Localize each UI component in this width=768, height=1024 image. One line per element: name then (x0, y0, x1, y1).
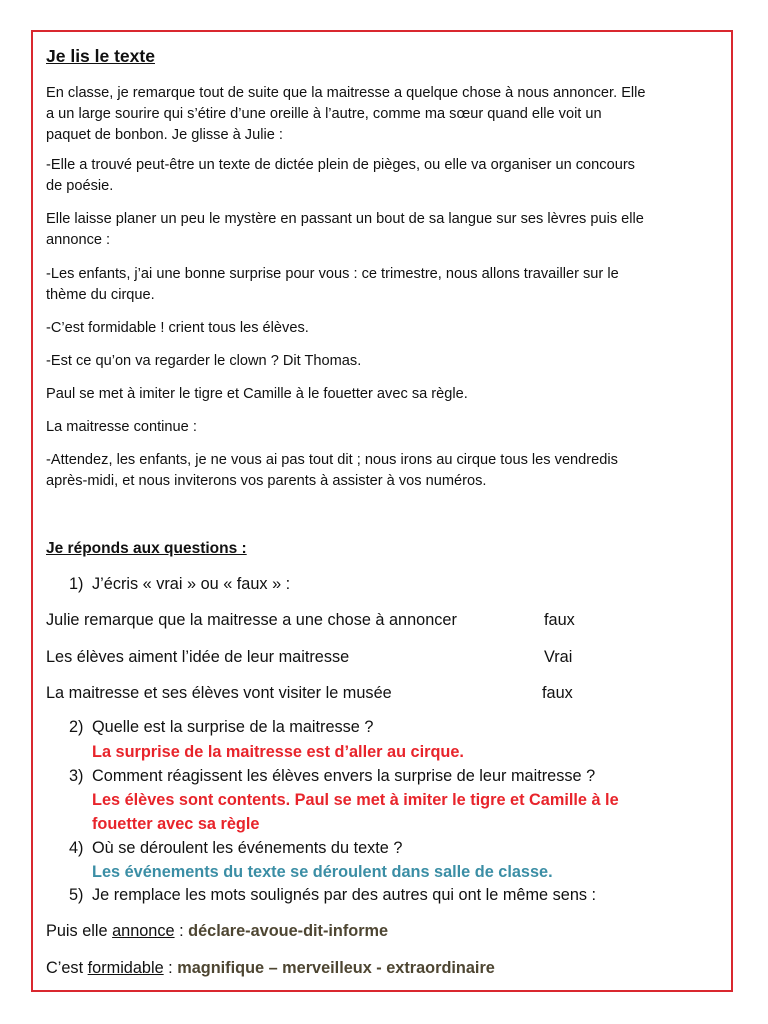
answer-text: fouetter avec sa règle (92, 815, 260, 833)
paragraph (46, 351, 726, 372)
paragraph (46, 318, 726, 339)
paragraph (46, 209, 726, 251)
text-line: -Elle a trouvé peut-être un texte de dictée plein de pièges, ou elle va organiser un concours (46, 157, 635, 173)
synonym-line (46, 920, 388, 942)
text-line: -Est ce qu’on va regarder le clown ? Dit Thomas. (46, 353, 362, 369)
question-number: 2) (69, 718, 84, 736)
text-line: a un large sourire qui s’étire d’une oreille à l’autre, comme ma sœur quand elle voit un (46, 106, 602, 122)
question-number: 5) (69, 886, 84, 904)
text-line: Paul se met à imiter le tigre et Camille à le fouetter avec sa règle. (46, 386, 468, 402)
question-number: 3) (69, 767, 84, 785)
tf-answer: faux (544, 611, 575, 629)
tf-statement: La maitresse et ses élèves vont visiter le musée (46, 684, 392, 702)
underlined-word: formidable (87, 959, 164, 977)
answer-text: La surprise de la maitresse est d’aller au cirque. (92, 743, 464, 761)
answer-text: Les événements du texte se déroulent dans salle de classe. (92, 863, 553, 881)
tf-statement: Julie remarque que la maitresse a une chose à annoncer (46, 611, 457, 629)
tf-answer: faux (542, 684, 573, 702)
answer-text: Les élèves sont contents. Paul se met à imiter le tigre et Camille à le (92, 791, 619, 809)
text-line: -Attendez, les enfants, je ne vous ai pas tout dit ; nous irons au cirque tous les vendredis (46, 452, 618, 468)
question-text: Où se déroulent les événements du texte ? (92, 839, 403, 857)
synonym-prefix: Puis elle (46, 922, 113, 940)
synonym-prefix: C’est (46, 959, 88, 977)
paragraph (46, 450, 726, 492)
synonym-line (46, 957, 495, 979)
text-line: -Les enfants, j’ai une bonne surprise pour vous : ce trimestre, nous allons travailler sur le (46, 266, 619, 282)
question-text: J’écris « vrai » ou « faux » : (92, 575, 291, 593)
text-line: de poésie. (46, 178, 114, 194)
text-line: -C’est formidable ! crient tous les élèves. (46, 320, 309, 336)
text-line: annonce : (46, 232, 111, 248)
tf-answer: Vrai (544, 648, 573, 666)
text-line: après-midi, et nous inviterons vos parents à assister à vos numéros. (46, 473, 487, 489)
question-text: Quelle est la surprise de la maitresse ? (92, 718, 374, 736)
question-number: 1) (69, 575, 84, 593)
synonym-answer: magnifique – merveilleux - extraordinaire (177, 959, 495, 977)
tf-statement: Les élèves aiment l’idée de leur maitresse (46, 648, 350, 666)
text-line: En classe, je remarque tout de suite que la maitresse a quelque chose à nous annoncer. Elle (46, 85, 646, 101)
question-text: Je remplace les mots soulignés par des autres qui ont le même sens : (92, 886, 597, 904)
text-line: thème du cirque. (46, 287, 155, 303)
paragraph (46, 417, 726, 438)
paragraph (46, 155, 726, 197)
synonym-sep: : (174, 922, 189, 940)
synonym-answer: déclare-avoue-dit-informe (188, 922, 389, 940)
text-line: Elle laisse planer un peu le mystère en passant un bout de sa langue sur ses lèvres puis elle (46, 211, 644, 227)
paragraph (46, 83, 726, 146)
question-text: Comment réagissent les élèves envers la surprise de leur maitresse ? (92, 767, 596, 785)
text-line: paquet de bonbon. Je glisse à Julie : (46, 127, 283, 143)
questions-title: Je réponds aux questions : (46, 540, 247, 557)
underlined-word: annonce (112, 922, 175, 940)
reading-title: Je lis le texte (46, 46, 155, 66)
text-line: La maitresse continue : (46, 419, 197, 435)
question-number: 4) (69, 839, 84, 857)
paragraph (46, 384, 726, 405)
paragraph (46, 264, 726, 306)
synonym-sep: : (163, 959, 178, 977)
